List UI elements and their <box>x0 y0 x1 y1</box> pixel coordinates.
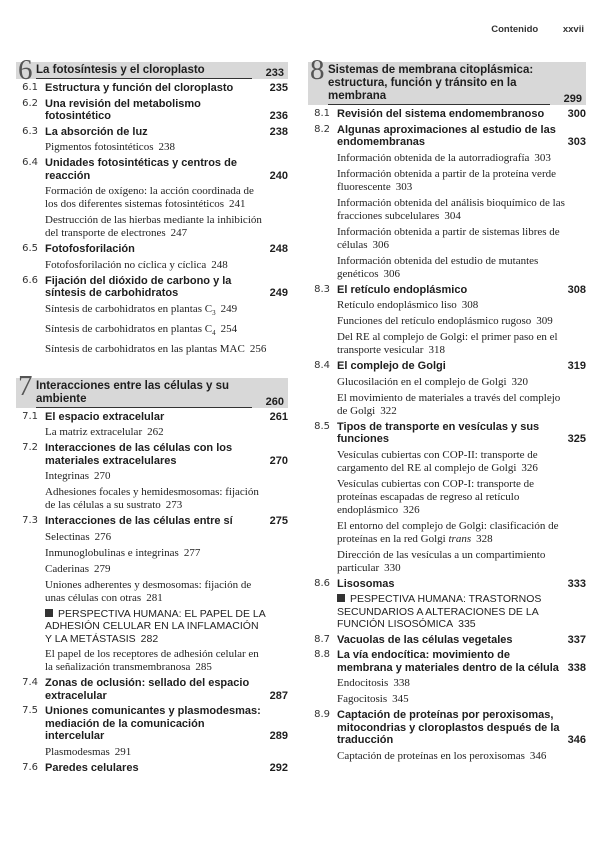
subsection-entry[interactable] <box>45 141 268 154</box>
section-title: Captación de proteínas por peroxisomas, mitocondrias y cloroplastos después de la traducción <box>337 709 560 746</box>
subsection-title: Selectinas <box>45 530 90 543</box>
section-title: Uniones comunicantes y plasmodesmas: mediación de la comunicación intercelular <box>45 705 261 743</box>
section-entry[interactable] <box>16 82 288 95</box>
chapter-title: Interacciones entre las células y su ambiente <box>36 380 252 408</box>
subsection-page: 304 <box>444 209 461 222</box>
subsection-page: 256 <box>249 342 267 355</box>
subsection-page: 308 <box>461 299 479 311</box>
subsection-page: 276 <box>94 530 112 543</box>
subsection-entry[interactable] <box>45 214 268 240</box>
subsection-title: Vesículas cubiertas con COP-I: transporte de proteínas escapadas de regreso al retículo endoplásmico <box>337 477 535 516</box>
subsection-title: Vesículas cubiertas con COP-II: transporte de cargamento del RE al complejo de Golgi <box>337 448 538 474</box>
section-number: 6.1 <box>22 82 38 93</box>
subsection-page: 330 <box>384 561 401 574</box>
section-title: Paredes celulares <box>45 761 139 774</box>
section-title: Interacciones de las células entre sí <box>45 515 233 528</box>
subsection-title: PERSPECTIVA HUMANA: EL PAPEL DE LA ADHESIÓN CELULAR EN LA INFLAMACIÓN Y LA METÁSTASIS <box>45 607 266 645</box>
section-entry[interactable] <box>16 677 288 702</box>
subsection-title: La matriz extracelular <box>45 426 143 439</box>
subsection-title: Fagocitosis <box>337 693 388 705</box>
subsection-title: Síntesis de carbohidratos en plantas C <box>45 322 213 335</box>
subsection-entry[interactable] <box>45 563 268 576</box>
section-number: 8.9 <box>314 709 330 720</box>
subsection-title: Captación de proteínas en los peroxisomas <box>337 749 525 762</box>
subsection-page: 279 <box>93 562 111 575</box>
section-page: 289 <box>269 730 288 743</box>
subsection-page: 303 <box>395 180 413 193</box>
subsection-entry[interactable] <box>45 579 268 605</box>
subsection-entry[interactable] <box>45 547 268 560</box>
subsection-title: Caderinas <box>45 562 89 575</box>
section-entry[interactable] <box>16 762 288 775</box>
subsection-page: 277 <box>183 546 201 559</box>
section-page: 300 <box>567 108 586 120</box>
section-entry[interactable] <box>308 360 586 373</box>
square-bullet-icon <box>337 594 345 602</box>
chapter-heading[interactable] <box>16 369 288 408</box>
subsection-title: Plasmodesmas <box>45 745 110 758</box>
section-title: El complejo de Golgi <box>337 360 446 372</box>
subsection-entry[interactable] <box>45 303 268 320</box>
section-entry[interactable] <box>16 157 288 182</box>
subsection-entry[interactable] <box>45 259 268 272</box>
subscript: 4 <box>212 328 216 337</box>
subsection-page: 306 <box>383 267 401 280</box>
subsection-entry[interactable] <box>337 677 566 690</box>
subsection-page: 345 <box>392 693 409 705</box>
square-bullet-icon <box>45 609 53 617</box>
section-title: La absorción de luz <box>45 125 148 138</box>
chapter-number: 8 <box>310 54 325 86</box>
section-title: El retículo endoplásmico <box>337 283 468 296</box>
section-title: Interacciones de las células con los materiales extracelulares <box>45 442 233 467</box>
section-entry[interactable] <box>16 126 288 139</box>
subsection-page: 335 <box>458 618 476 630</box>
section-page: 287 <box>269 689 288 702</box>
section-number: 8.8 <box>314 649 330 660</box>
section-title: Zonas de oclusión: sellado del espacio extracelular <box>45 677 250 702</box>
section-entry[interactable] <box>16 411 288 424</box>
section-entry[interactable] <box>16 442 288 467</box>
section-page: 319 <box>567 360 586 372</box>
subsection-entry[interactable] <box>337 520 566 546</box>
subsection-title: Síntesis de carbohidratos en las plantas MAC <box>45 342 245 355</box>
section-number: 7.4 <box>22 677 38 689</box>
section-number: 7.5 <box>22 705 38 717</box>
section-page: 238 <box>269 125 288 138</box>
subsection-page: 270 <box>93 470 111 483</box>
running-head <box>491 24 584 35</box>
subsection-page: 309 <box>536 315 553 327</box>
chapter-title: La fotosíntesis y el cloroplasto <box>36 64 252 79</box>
section-title: El espacio extracelular <box>45 410 165 423</box>
subsection-page: 241 <box>229 198 246 210</box>
subsection-page: 247 <box>170 227 188 239</box>
section-page: 235 <box>269 82 288 94</box>
subsection-entry[interactable] <box>45 343 268 356</box>
section-entry[interactable] <box>308 634 586 647</box>
subsection-entry[interactable] <box>337 315 566 328</box>
subsection-entry[interactable] <box>337 226 566 252</box>
subsection-title: PESPECTIVA HUMANA: TRASTORNOS SECUNDARIOS A ALTERACIONES DE LA FUNCIÓN LISOSÓMICA <box>337 593 542 630</box>
subsection-title: Funciones del retículo endoplásmico rugoso <box>337 315 532 327</box>
section-title: La vía endocítica: movimiento de membrana y materiales dentro de la célula <box>337 649 559 674</box>
section-number: 6.2 <box>22 97 38 109</box>
feature-box-entry[interactable] <box>45 608 268 646</box>
subscript: 3 <box>212 308 216 317</box>
section-entry[interactable] <box>308 108 586 121</box>
subsection-page: 303 <box>534 151 551 164</box>
subsection-page: 238 <box>158 141 175 153</box>
subsection-title: Síntesis de carbohidratos en plantas C <box>45 302 213 315</box>
chapter-title: Sistemas de membrana citoplásmica: estructura, función y tránsito en la membrana <box>328 64 550 105</box>
section-page: 249 <box>269 287 288 299</box>
section-entry[interactable] <box>16 98 288 123</box>
subsection-entry[interactable] <box>45 470 268 483</box>
subsection-title: El entorno del complejo de Golgi: clasificación de proteínas en la red Golgi <box>337 519 559 545</box>
subsection-page: 249 <box>220 302 238 315</box>
section-entry[interactable] <box>308 649 586 674</box>
section-number: 7.2 <box>22 442 38 454</box>
subsection-page: 322 <box>380 404 397 417</box>
subsection-title: Destrucción de las hierbas mediante la inhibición del transporte de electrones <box>45 214 262 239</box>
subsection-entry[interactable] <box>337 392 566 418</box>
section-number: 8.5 <box>314 420 330 432</box>
subsection-title: Adhesiones focales y hemidesmosomas: fijación de las células a su sustrato <box>45 486 259 512</box>
subsection-title: Formación de oxígeno: la acción coordinada de los dos diferentes sistemas fotosintéticos <box>45 185 254 210</box>
section-number: 8.6 <box>314 577 330 589</box>
section-page: 275 <box>269 515 288 528</box>
section-title: Vacuolas de las células vegetales <box>337 633 513 646</box>
section-title: Una revisión del metabolismo fotosintético <box>45 97 201 122</box>
section-page: 303 <box>567 136 586 148</box>
section-page: 338 <box>567 661 586 674</box>
subsection-page: 291 <box>114 745 132 758</box>
section-page: 346 <box>567 734 586 746</box>
section-number: 8.4 <box>314 360 330 371</box>
subsection-page: 338 <box>393 677 410 689</box>
section-page: 337 <box>567 633 586 646</box>
section-number: 7.1 <box>22 410 38 422</box>
section-page: 261 <box>269 410 288 423</box>
subsection-title: Información obtenida del estudio de mutantes genéticos <box>337 254 539 280</box>
subsection-entry[interactable] <box>337 449 566 475</box>
subsection-entry[interactable] <box>337 152 566 165</box>
chapter-heading[interactable] <box>16 54 288 86</box>
section-entry[interactable] <box>16 515 288 528</box>
section-page: 333 <box>567 577 586 590</box>
section-number: 7.3 <box>22 515 38 527</box>
section-page: 270 <box>269 454 288 467</box>
subsection-entry[interactable] <box>45 323 268 340</box>
section-title: Estructura y función del cloroplasto <box>45 82 234 94</box>
toc-left-column <box>16 54 288 774</box>
section-entry[interactable] <box>16 705 288 743</box>
section-entry[interactable] <box>16 275 288 300</box>
section-number: 8.7 <box>314 633 330 645</box>
section-number: 6.3 <box>22 125 38 137</box>
subsection-entry[interactable] <box>337 693 566 706</box>
chapter-page: 260 <box>265 395 284 408</box>
section-entry[interactable] <box>308 124 586 149</box>
subsection-title: Del RE al complejo de Golgi: el primer paso en el transporte vesicular <box>337 331 558 356</box>
subsection-title: Glucosilación en el complejo de Golgi <box>337 375 507 388</box>
subsection-title: Pigmentos fotosintéticos <box>45 141 154 153</box>
section-number: 6.4 <box>22 157 38 168</box>
subsection-page: 281 <box>146 591 163 604</box>
section-title: Fijación del dióxido de carbono y la síntesis de carbohidratos <box>45 274 232 299</box>
section-title: Lisosomas <box>337 577 395 590</box>
subsection-title: Integrinas <box>45 470 89 483</box>
subsection-page: 318 <box>428 344 445 356</box>
chapter-title-row <box>36 64 284 79</box>
subsection-entry[interactable] <box>337 376 566 389</box>
subsection-entry[interactable] <box>45 648 268 674</box>
subsection-title: Información obtenida a partir de sistemas libres de células <box>337 225 560 251</box>
section-title: Tipos de transporte en vesículas y sus funciones <box>337 420 540 445</box>
section-number: 8.2 <box>314 123 330 135</box>
subsection-page: 306 <box>372 238 390 251</box>
subsection-entry[interactable] <box>337 299 566 312</box>
subsection-title: Retículo endoplásmico liso <box>337 299 457 311</box>
subsection-page: 326 <box>403 503 420 516</box>
chapter-spacer <box>16 356 288 378</box>
subsection-page: 346 <box>529 749 547 762</box>
section-number: 7.6 <box>22 761 38 773</box>
section-title: Algunas aproximaciones al estudio de las endomembranas <box>337 123 556 148</box>
chapter-title-row <box>328 64 582 105</box>
section-entry[interactable] <box>308 421 586 446</box>
subsection-title: Inmunoglobulinas e integrinas <box>45 546 179 559</box>
subsection-entry[interactable] <box>337 549 566 575</box>
section-entry[interactable] <box>308 578 586 591</box>
subsection-title: El papel de los receptores de adhesión celular en la señalización transmembranosa <box>45 648 259 674</box>
section-entry[interactable] <box>308 284 586 297</box>
section-title: Fotofosforilación <box>45 243 135 255</box>
section-number: 8.3 <box>314 283 330 295</box>
chapter-page: 233 <box>265 67 284 79</box>
section-page: 236 <box>269 110 288 122</box>
subsection-entry[interactable] <box>337 750 566 763</box>
section-number: 6.6 <box>22 274 38 286</box>
subsection-entry[interactable] <box>337 331 566 357</box>
subsection-entry[interactable] <box>45 486 268 512</box>
subsection-page: 328 <box>476 532 493 545</box>
section-entry[interactable] <box>308 709 586 747</box>
subsection-page: 326 <box>521 461 538 474</box>
subsection-page: 248 <box>211 258 228 271</box>
section-page: 240 <box>269 169 288 182</box>
subsection-title: El movimiento de materiales a través del complejo de Golgi <box>337 391 561 417</box>
subsection-page: 273 <box>165 499 183 512</box>
subsection-page: 320 <box>511 375 529 388</box>
section-number: 6.5 <box>22 243 38 254</box>
toc-right-column <box>308 54 586 763</box>
subsection-entry[interactable] <box>45 746 268 759</box>
page-number: xxvii <box>562 24 584 35</box>
subsection-entry[interactable] <box>45 185 268 211</box>
subsection-title: Información obtenida del análisis bioquímico de las fracciones subcelulares <box>337 196 565 222</box>
section-page: 292 <box>269 761 288 774</box>
section-title: Unidades fotosintéticas y centros de reacción <box>45 157 237 182</box>
subsection-page: 262 <box>147 426 164 439</box>
subsection-entry[interactable] <box>337 197 566 223</box>
section-number: 8.1 <box>314 108 330 119</box>
feature-box-entry[interactable] <box>337 593 566 631</box>
section-title: Revisión del sistema endomembranoso <box>337 108 545 120</box>
subsection-entry[interactable] <box>337 255 566 281</box>
subsection-page: 254 <box>220 322 238 335</box>
section-entry[interactable] <box>16 243 288 256</box>
subsection-title: Uniones adherentes y desmosomas: fijación de unas células con otras <box>45 578 252 604</box>
chapter-title-row <box>36 380 284 408</box>
chapter-page: 299 <box>563 93 582 105</box>
chapter-heading[interactable] <box>308 54 586 105</box>
subsection-title: Fotofosforilación no cíclica y cíclica <box>45 258 207 271</box>
subsection-page: 282 <box>140 632 159 645</box>
running-head-title: Contenido <box>491 24 539 35</box>
subsection-title: Información obtenida de la autorradiografía <box>337 151 530 164</box>
subsection-title: Información obtenida a partir de la proteína verde fluorescente <box>337 167 556 193</box>
section-page: 325 <box>567 433 586 445</box>
section-page: 248 <box>269 243 288 255</box>
section-page: 308 <box>567 283 586 296</box>
chapter-number: 6 <box>18 54 33 86</box>
subsection-page: 285 <box>195 661 212 674</box>
subsection-entry[interactable] <box>337 478 566 517</box>
subsection-entry[interactable] <box>337 168 566 194</box>
subsection-entry[interactable] <box>45 426 268 439</box>
italic-term: trans <box>448 532 472 545</box>
chapter-number: 7 <box>18 369 33 402</box>
subsection-title: Endocitosis <box>337 677 389 689</box>
subsection-title: Dirección de las vesículas a un compartimiento particular <box>337 548 546 574</box>
subsection-entry[interactable] <box>45 531 268 544</box>
